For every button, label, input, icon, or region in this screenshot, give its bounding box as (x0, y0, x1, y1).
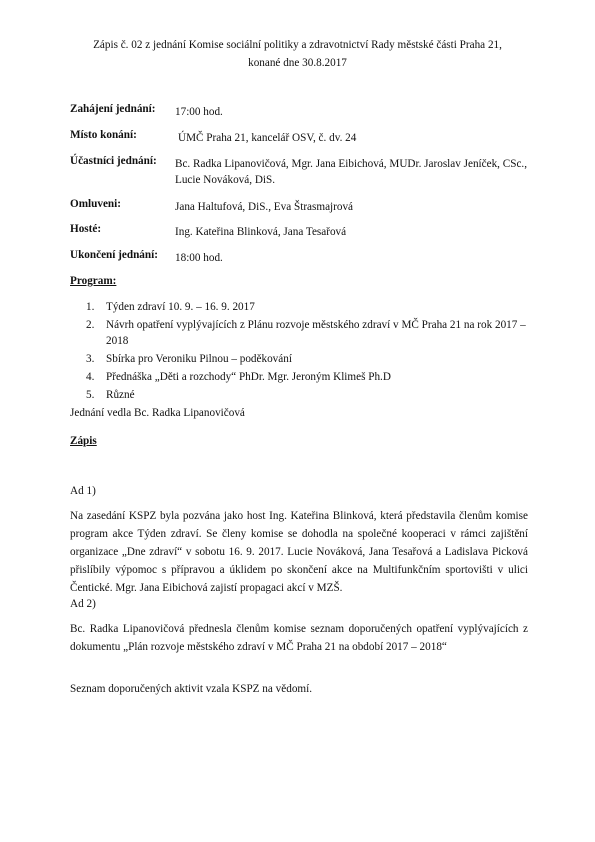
program-list (70, 299, 540, 405)
meta-value: Ing. Kateřina Blinková, Jana Tesařová (175, 226, 347, 238)
ad2-note: Seznam doporučených aktivit vzala KSPZ na vědomí. (70, 683, 313, 695)
program-item (70, 369, 540, 385)
ad2-paragraph: Bc. Radka Lipanovičová přednesla členům komise seznam doporučených opatření vyplývajících z dokumentu „Plán rozvoje městského zdraví v MČ Praha 21 na období 2017 – 2018“ (70, 623, 528, 653)
meta-label: Ukončení jednání: (70, 249, 158, 261)
zapis-heading: Zápis (70, 435, 97, 447)
meta-label: Omluveni: (70, 198, 121, 210)
document-title-line-2: konané dne 30.8.2017 (248, 57, 347, 69)
meta-value: Jana Haltufová, DiS., Eva Štrasmajrová (175, 201, 354, 213)
meta-label: Účastníci jednání: (70, 155, 157, 167)
program-item-text: Sbírka pro Veroniku Pilnou – poděkování (106, 353, 292, 365)
ad2-label: Ad 2) (70, 598, 96, 610)
program-item-number: 2. (86, 319, 95, 331)
program-item-number: 4. (86, 371, 95, 383)
meta-label: Zahájení jednání: (70, 103, 156, 115)
document-title-line-1: Zápis č. 02 z jednání Komise sociální politiky a zdravotnictví Rady městské části Praha 21, (93, 39, 502, 51)
ad1-paragraph: Na zasedání KSPZ byla pozvána jako host Ing. Kateřina Blinková, která představila členům komise program akce Týden zdraví. Se členy komise se dohodla na společné kooperaci v rámci zajištění organizace „Dne zdraví“ v sobotu 16. 9. 2017. Lucie Nováková, Jana Tesařová a Ladislava Picková přislíbily výpomoc s přípravou a úklidem po skončení akce na Multifunkčním sportovišti v ulici Čentické. Mgr. Jana Eibichová zajistí propagaci akcí v MZŠ. (70, 510, 528, 594)
program-item-text: Různé (106, 389, 135, 401)
program-item-number: 5. (86, 389, 95, 401)
program-item (70, 387, 540, 403)
meta-value: 18:00 hod. (175, 252, 223, 264)
ad1-label: Ad 1) (70, 485, 96, 497)
program-heading: Program: (70, 275, 117, 287)
program-item (70, 351, 540, 367)
meeting-chair: Jednání vedla Bc. Radka Lipanovičová (70, 407, 245, 419)
program-item (70, 299, 540, 315)
program-item-text: Týden zdraví 10. 9. – 16. 9. 2017 (106, 301, 255, 313)
meta-label: Místo konání: (70, 129, 137, 141)
meta-value: Bc. Radka Lipanovičová, Mgr. Jana Eibichová, MUDr. Jaroslav Jeníček, CSc., Lucie Nováková, DiS. (175, 158, 528, 186)
program-item-text: Návrh opatření vyplývajících z Plánu rozvoje městského zdraví v MČ Praha 21 na rok 2017 – 2018 (106, 319, 526, 347)
meta-value: ÚMČ Praha 21, kancelář OSV, č. dv. 24 (178, 132, 357, 144)
meta-label: Hosté: (70, 223, 102, 235)
program-item-number: 3. (86, 353, 95, 365)
program-item (70, 317, 540, 349)
meta-value: 17:00 hod. (175, 106, 223, 118)
program-item-text: Přednáška „Děti a rozchody“ PhDr. Mgr. Jeroným Klimeš Ph.D (106, 371, 391, 383)
program-item-number: 1. (86, 301, 95, 313)
